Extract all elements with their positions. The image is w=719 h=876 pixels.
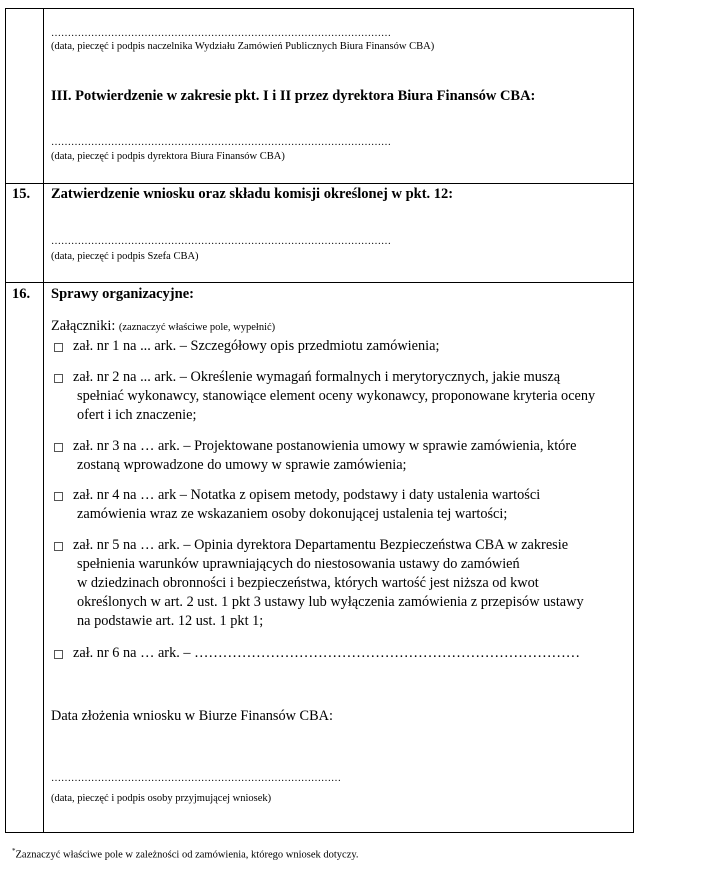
signature-caption: (data, pieczęć i podpis Szefa CBA) [51, 251, 199, 262]
column-divider [43, 8, 44, 833]
attachment-item: zał. nr 2 na ... ark. – Określenie wymagań formalnych i merytorycznych, jakie muszą spełniać wykonawcy, stanowiące element oceny wykonawcy, proponowane kryteria oceny ofert i ich znaczenie; [73, 369, 596, 423]
attachment-checkbox[interactable] [54, 492, 63, 501]
attachment-item: zał. nr 5 na … ark. – Opinia dyrektora Departamentu Bezpieczeństwa CBA w zakresie spełnienia warunków uprawniających do niestosowania ustawy do zamówień w dziedzinach obronności i bezpieczeństwa, których wartość jest niższa od kwot określonych w art. 2 ust. 1 pkt 3 ustawy lub wyłączenia zamówienia z przepisów ustawy na podstawie art. 12 ust. 1 pkt 1; [73, 537, 584, 629]
footnote [12, 847, 359, 861]
signature-line: ………………………………………………………………………………………… [51, 137, 391, 148]
attachment-checkbox[interactable] [54, 343, 63, 352]
section-heading: III. Potwierdzenie w zakresie pkt. I i II przez dyrektora Biura Finansów CBA: [51, 88, 536, 104]
attachment-item: zał. nr 4 na … ark – Notatka z opisem metody, podstawy i daty ustalenia wartości zamówienia wraz ze wskazaniem osoby dokonującej ustalenia tej wartości; [73, 487, 541, 522]
attachment-checkbox[interactable] [54, 542, 63, 551]
attachment-checkbox[interactable] [54, 443, 63, 452]
attachments-hint: (zaznaczyć właściwe pole, wypełnić) [118, 322, 276, 333]
attachment-item: zał. nr 6 na … ark. – ……………………………………………………………………… [73, 645, 581, 661]
attachment-item: zał. nr 3 na … ark. – Projektowane postanowienia umowy w sprawie zamówienia, które zostaną wprowadzone do umowy w sprawie zamówienia; [73, 438, 577, 473]
row-divider [5, 183, 634, 184]
signature-line: ………………………………………………………………………………………… [51, 28, 391, 39]
attachments-heading [51, 318, 275, 335]
row-title: Zatwierdzenie wniosku oraz składu komisji określonej w pkt. 12: [51, 186, 454, 202]
attachment-item: zał. nr 1 na ... ark. – Szczegółowy opis przedmiotu zamówienia; [73, 338, 440, 354]
footnote-text: Zaznaczyć właściwe pole w zależności od zamówienia, którego wniosek dotyczy. [15, 849, 359, 861]
row-number: 16. [12, 286, 31, 302]
signature-line: ………………………………………………………………………………………… [51, 236, 391, 247]
attachment-checkbox[interactable] [54, 374, 63, 383]
row-title: Sprawy organizacyjne: [51, 286, 194, 302]
footnote-marker: * [12, 847, 16, 855]
attachments-label: Załączniki: [51, 318, 116, 334]
signature-caption: (data, pieczęć i podpis osoby przyjmującej wniosek) [51, 793, 272, 804]
submission-date-label: Data złożenia wniosku w Biurze Finansów CBA: [51, 708, 333, 724]
signature-line: …………………………………………………………………………… [51, 773, 341, 784]
signature-caption: (data, pieczęć i podpis naczelnika Wydziału Zamówień Publicznych Biura Finansów CBA) [51, 41, 435, 52]
attachment-checkbox[interactable] [54, 650, 63, 659]
row-divider [5, 282, 634, 283]
row-number: 15. [12, 186, 31, 202]
signature-caption: (data, pieczęć i podpis dyrektora Biura Finansów CBA) [51, 151, 285, 162]
